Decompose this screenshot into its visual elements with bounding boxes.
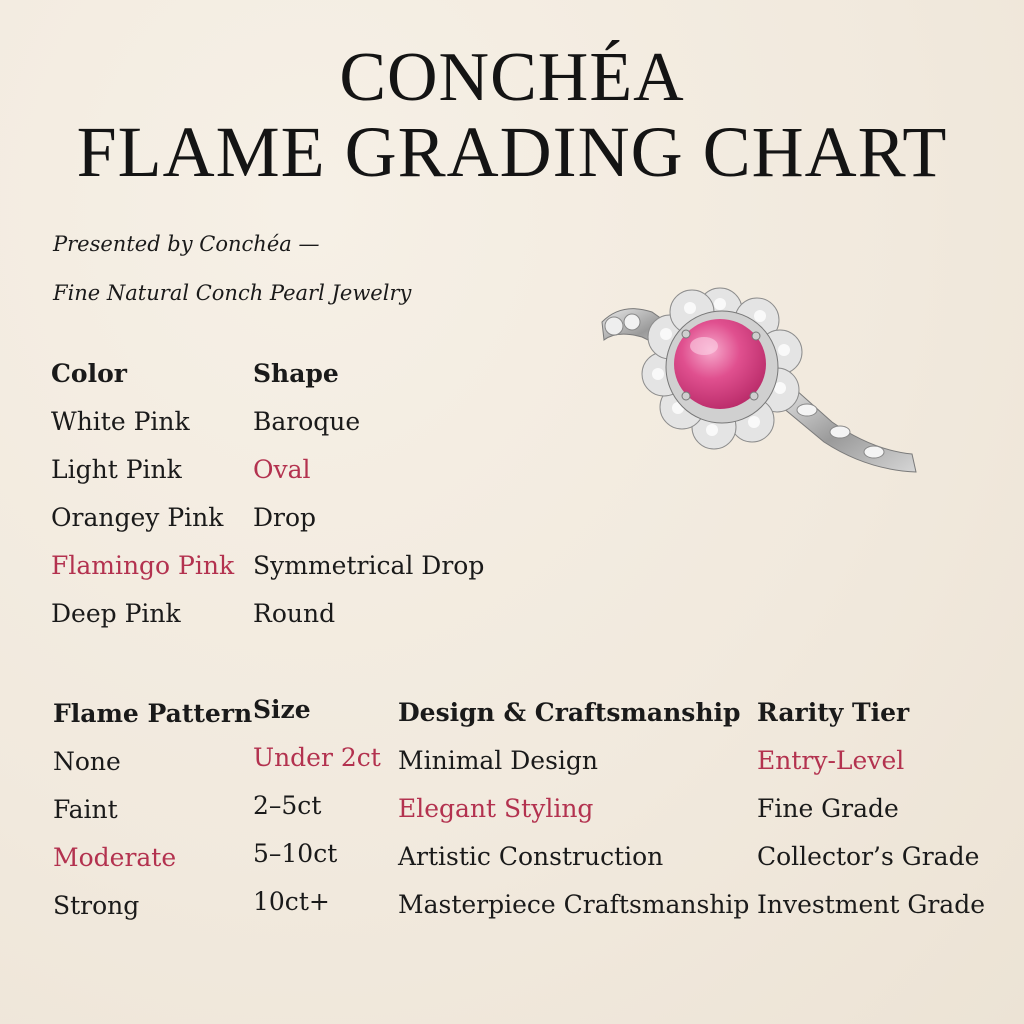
color-item: Deep Pink [51, 599, 181, 628]
conch-pearl-ring-icon [592, 282, 922, 492]
shape-item: Symmetrical Drop [253, 551, 485, 580]
color-column [51, 359, 234, 647]
flame-item-highlighted: Moderate [53, 843, 177, 872]
rarity-item-highlighted: Entry-Level [757, 746, 905, 775]
design-item-highlighted: Elegant Styling [398, 794, 594, 823]
shape-item: Baroque [253, 407, 361, 436]
size-item: 2–5ct [253, 791, 322, 820]
tagline: Fine Natural Conch Pearl Jewelry [53, 281, 412, 305]
color-header: Color [51, 359, 127, 388]
rarity-column [757, 698, 985, 938]
shape-item: Drop [253, 503, 317, 532]
shape-column [253, 359, 484, 647]
presented-by: Presented by Conchéa — [53, 232, 320, 256]
flame-item: Strong [53, 891, 140, 920]
color-item-highlighted: Flamingo Pink [51, 551, 235, 580]
flame-item: None [53, 747, 121, 776]
design-column [398, 698, 749, 938]
chart-title: FLAME GRADING CHART [76, 112, 948, 192]
color-item: Light Pink [51, 455, 182, 484]
design-header: Design & Craftsmanship [398, 698, 741, 727]
design-item: Masterpiece Craftsmanship [398, 890, 750, 919]
shape-item-highlighted: Oval [253, 455, 311, 484]
flame-column [53, 699, 252, 939]
design-item: Artistic Construction [398, 842, 664, 871]
color-item: White Pink [51, 407, 190, 436]
rarity-item: Collector’s Grade [757, 842, 980, 871]
rarity-item: Investment Grade [757, 890, 985, 919]
size-header: Size [253, 695, 311, 724]
flame-header: Flame Pattern [53, 699, 253, 728]
design-item: Minimal Design [398, 746, 599, 775]
size-column [253, 695, 381, 935]
size-item: 10ct+ [253, 887, 330, 916]
shape-item: Round [253, 599, 336, 628]
color-item: Orangey Pink [51, 503, 224, 532]
shape-header: Shape [253, 359, 339, 388]
size-item-highlighted: Under 2ct [253, 743, 381, 772]
size-item: 5–10ct [253, 839, 338, 868]
flame-item: Faint [53, 795, 118, 824]
rarity-item: Fine Grade [757, 794, 899, 823]
rarity-header: Rarity Tier [757, 698, 910, 727]
brand-title: CONCHÉA [339, 39, 685, 116]
